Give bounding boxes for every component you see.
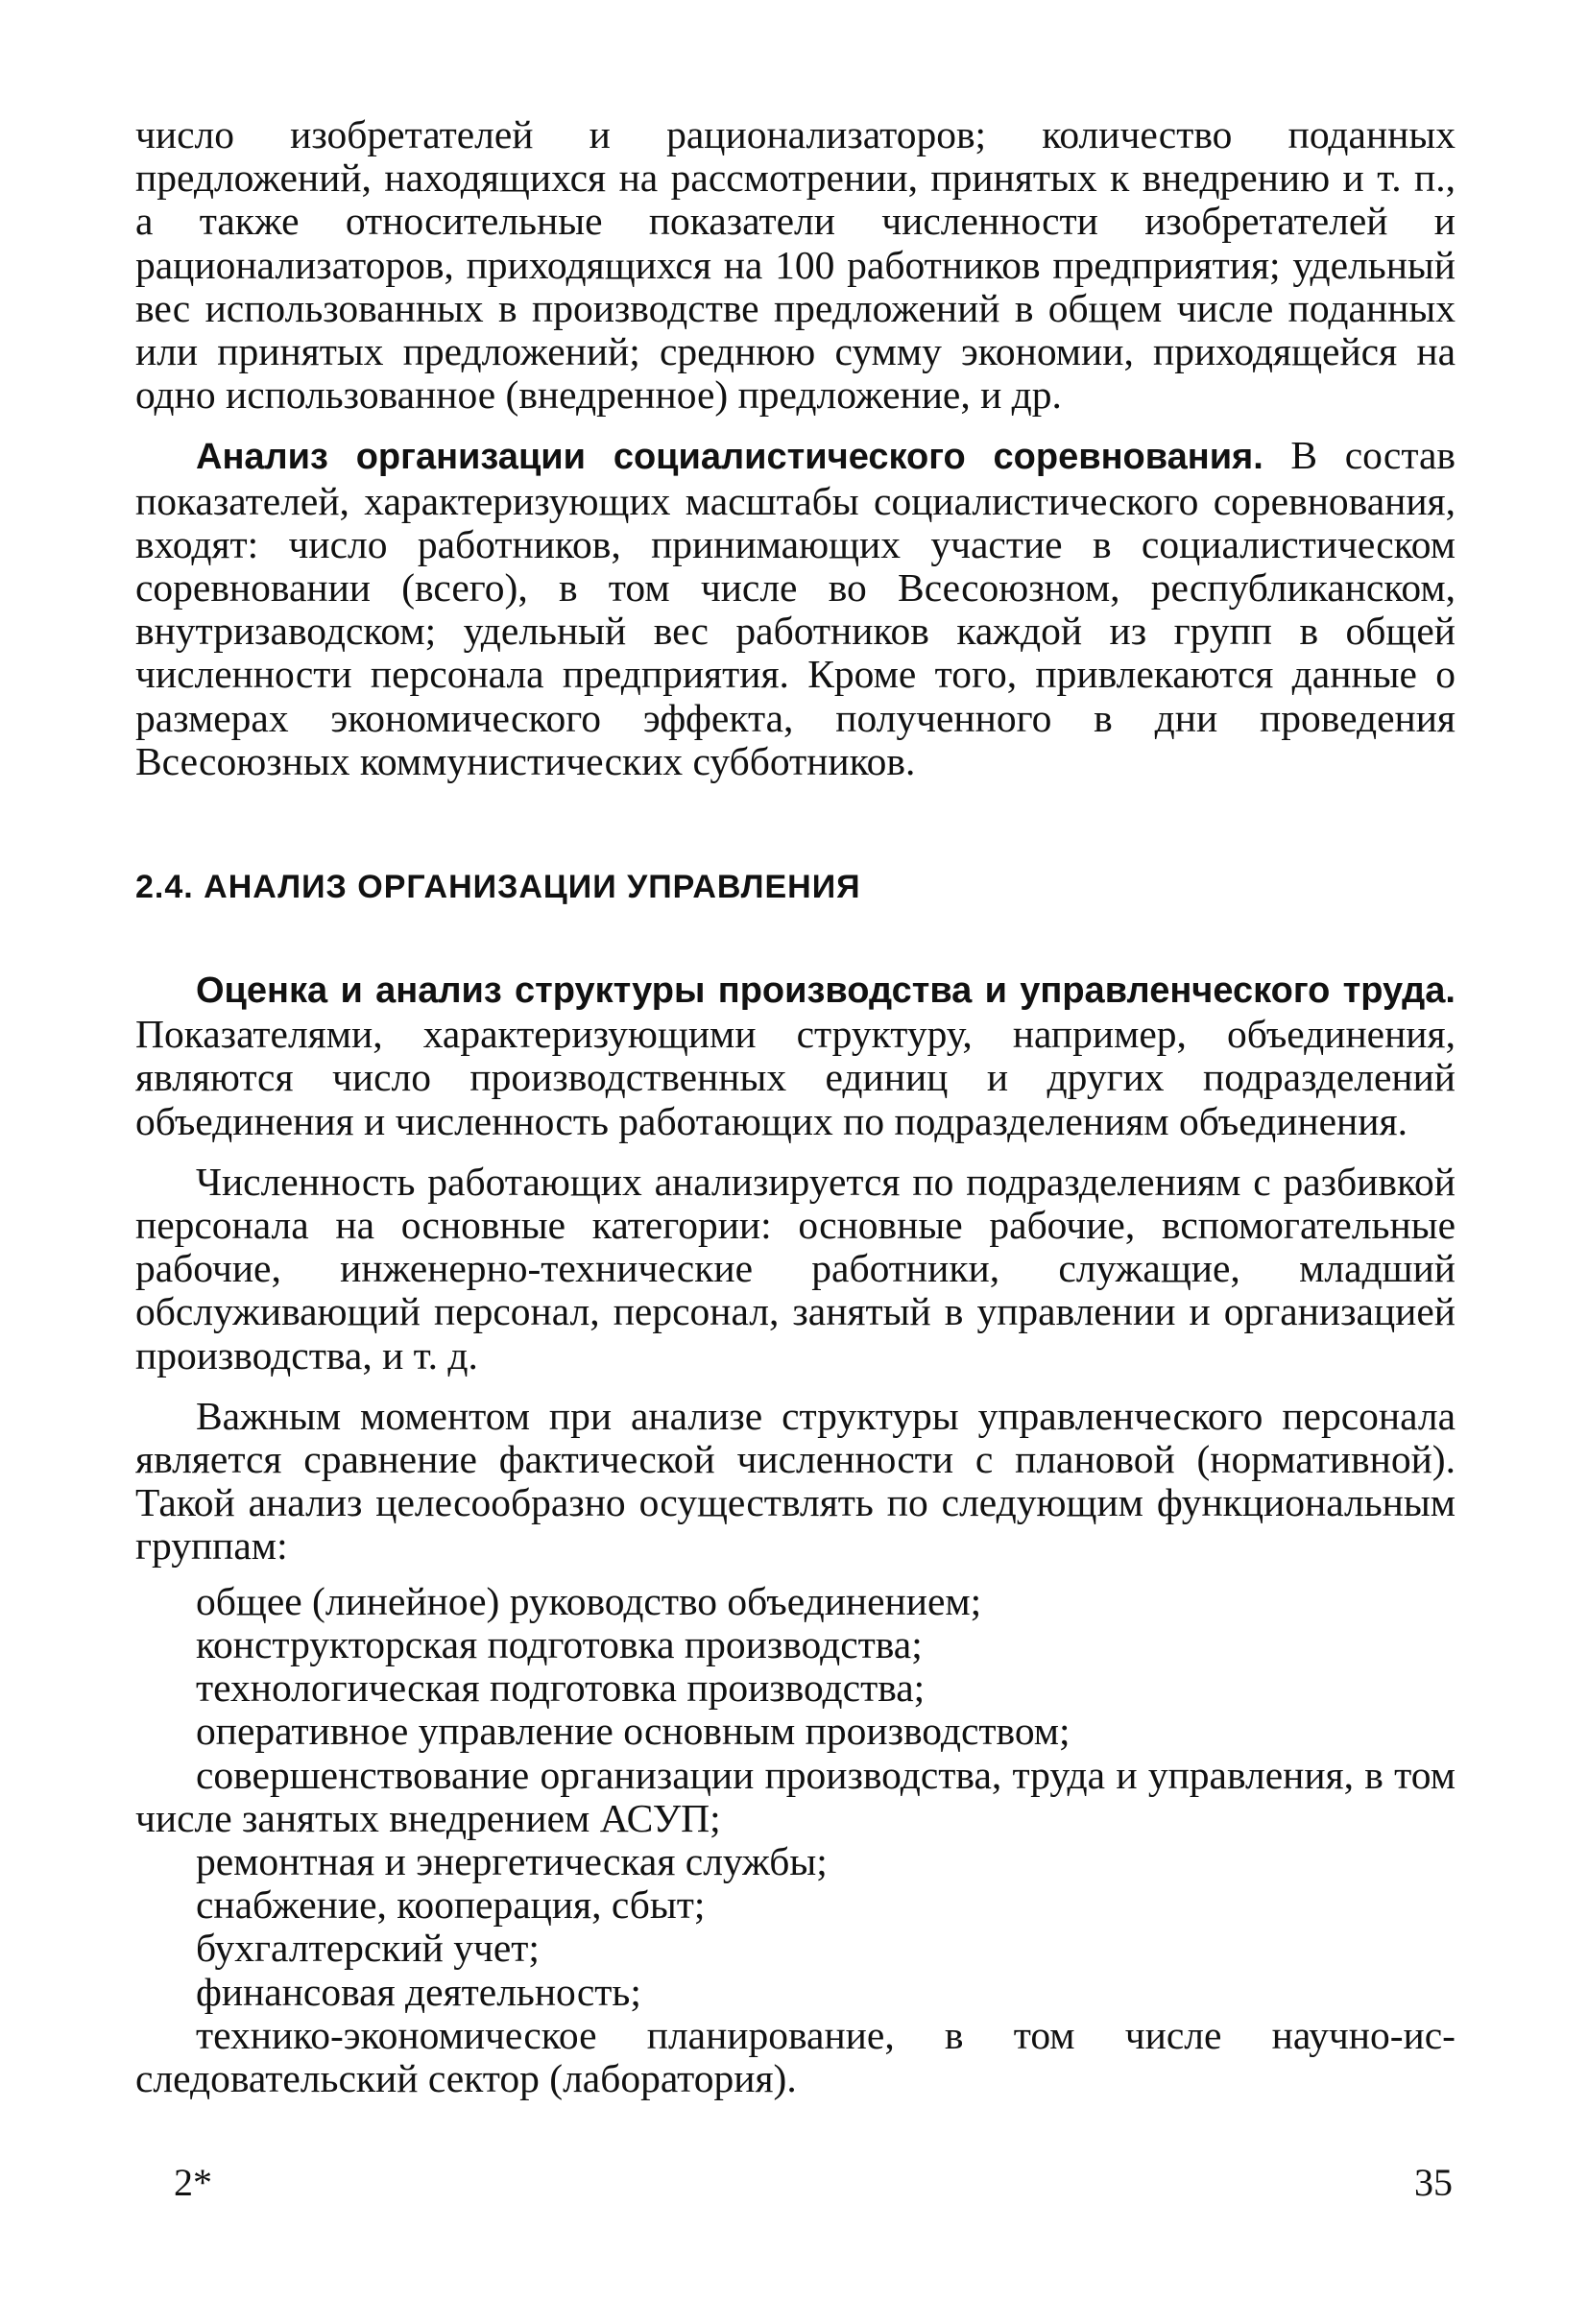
paragraph-structure [135, 968, 1456, 1143]
list-item: снабжение, кооперация, сбыт; [196, 1882, 706, 1928]
list-item: конструкторская подготовка производства; [196, 1621, 923, 1666]
signature-mark: 2* [174, 2161, 212, 2204]
section-title: 2.4. АНАЛИЗ ОРГАНИЗАЦИИ УПРАВЛЕНИЯ [135, 869, 861, 906]
paragraph-inventors: число изобретателей и рационализаторов; количество поданных предложений, находящихся на рассмотрении, принятых к внедрению и т. п., а также относительные показатели численности изобретателей и рационализаторов, приходящихся на 100 работников предприятия; удельный вес использованных в производстве предложений в общем числе поданных или принятых предложений; среднюю сумму экономии, приходящейся на одно использованное (внедренное) предложение, и др. [135, 112, 1456, 418]
list-item: финансовая деятельность; [196, 1969, 641, 2014]
list-item: совершенствование организации производства, труда и управления, в том числе занятых внедрением АСУП; [135, 1752, 1456, 1840]
paragraph-competition [135, 434, 1456, 783]
paragraph-competition-lead: Анализ организации социалистического соревнования. [196, 437, 1263, 478]
page-body [135, 113, 1456, 2100]
list-item: ремонтная и энергетическая службы; [196, 1838, 828, 1883]
paragraph-structure-lead: Оценка и анализ структуры производства и управленческого труда. [196, 970, 1456, 1012]
list-item: оперативное управление основным производством; [196, 1709, 1071, 1754]
list-item: бухгалтерский учет; [196, 1926, 540, 1971]
list-item: технологическая подготовка производства; [196, 1665, 926, 1711]
paragraph-headcount: Численность работающих анализируется по подразделениям с разбивкой персонала на основные категории: основные рабочие, вспомогательные рабочие, инженерно-технические работники, служащие, младший обслуживающий персонал, персонал, занятый в управлении и организацией производства, и т. д. [135, 1159, 1456, 1378]
page-number: 35 [1414, 2161, 1453, 2204]
paragraph-competition-text: В состав показателей, характеризующих масштабы социалистического соревнования, входят: число работников, принимающих участие в социалистическом соревновании (всего), в том числе во Всесоюзном, республиканском, внутризаводском; удельный вес работников каждой из групп в общей численности персонала предприятия. Кроме того, привлекаются данные о размерах экономического эффекта, полученного в дни проведения Всесоюзных коммунистических субботников. [135, 433, 1456, 783]
list-item: технико-экономическое планирование, в том числе научно-исследовательский сектор (лаборатория). [135, 2012, 1456, 2100]
list-item: общее (линейное) руководство объединением; [196, 1578, 982, 1623]
paragraph-comparison: Важным моментом при анализе структуры управленческого персонала является сравнение фактической численности с плановой (нормативной). Такой анализ целесообразно осуществлять по следующим функциональным группам: [135, 1393, 1456, 1569]
functional-groups-list [135, 1580, 1456, 2100]
paragraph-structure-text: Показателями, характеризующими структуру, например, объединения, являются число производственных единиц и других подразделений объединения и численность работающих по подразделениям объединения. [135, 1012, 1456, 1143]
